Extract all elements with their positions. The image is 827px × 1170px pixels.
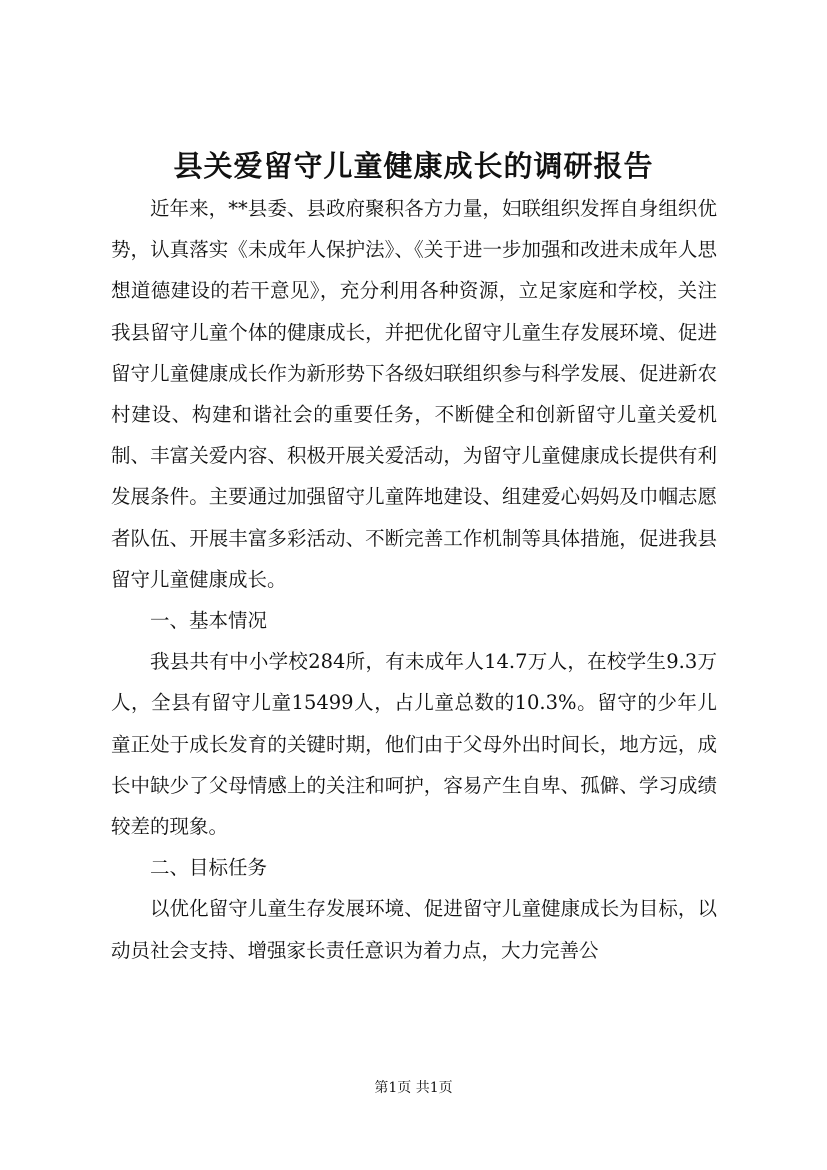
goals-tasks-paragraph: 以优化留守儿童生存发展环境、促进留守儿童健康成长为目标，以动员社会支持、增强家长责任意识为着力点，大力完善公 — [111, 897, 717, 962]
section-heading-goals-tasks: 二、目标任务 — [150, 856, 268, 880]
intro-paragraph: 近年来，**县委、县政府聚积各方力量，妇联组织发挥自身组织优势，认真落实《未成年人保护法》、《关于进一步加强和改进未成年人思想道德建设的若干意见》，充分利用各种资源，立足家庭和学校，关注我县留守儿童个体的健康成长，并把优化留守儿童生存发展环境、促进留守儿童健康成长作为新形势下各级妇联组织参与科学发展、促进新农村建设、构建和谐社会的重要任务，不断健全和创新留守儿童关爱机制、丰富关爱内容、积极开展关爱活动，为留守儿童健康成长提供有利发展条件。主要通过加强留守儿童阵地建设、组建爱心妈妈及巾帼志愿者队伍、开展丰富多彩活动、不断完善工作机制等具体措施，促进我县留守儿童健康成长。 — [111, 197, 717, 591]
document-title: 县关爱留守儿童健康成长的调研报告 — [173, 149, 654, 183]
page-number-footer: 第1页 共1页 — [374, 1080, 453, 1096]
section-heading-basic-situation: 一、基本情况 — [150, 609, 268, 633]
document-body — [111, 188, 717, 971]
basic-situation-paragraph: 我县共有中小学校284所，有未成年人14.7万人，在校学生9.3万人，全县有留守儿童15499人，占儿童总数的10.3%。留守的少年儿童正处于成长发育的关键时期，他们由于父母外出时间长，地方远，成长中缺少了父母情感上的关注和呵护，容易产生自卑、孤僻、学习成绩较差的现象。 — [111, 650, 717, 839]
